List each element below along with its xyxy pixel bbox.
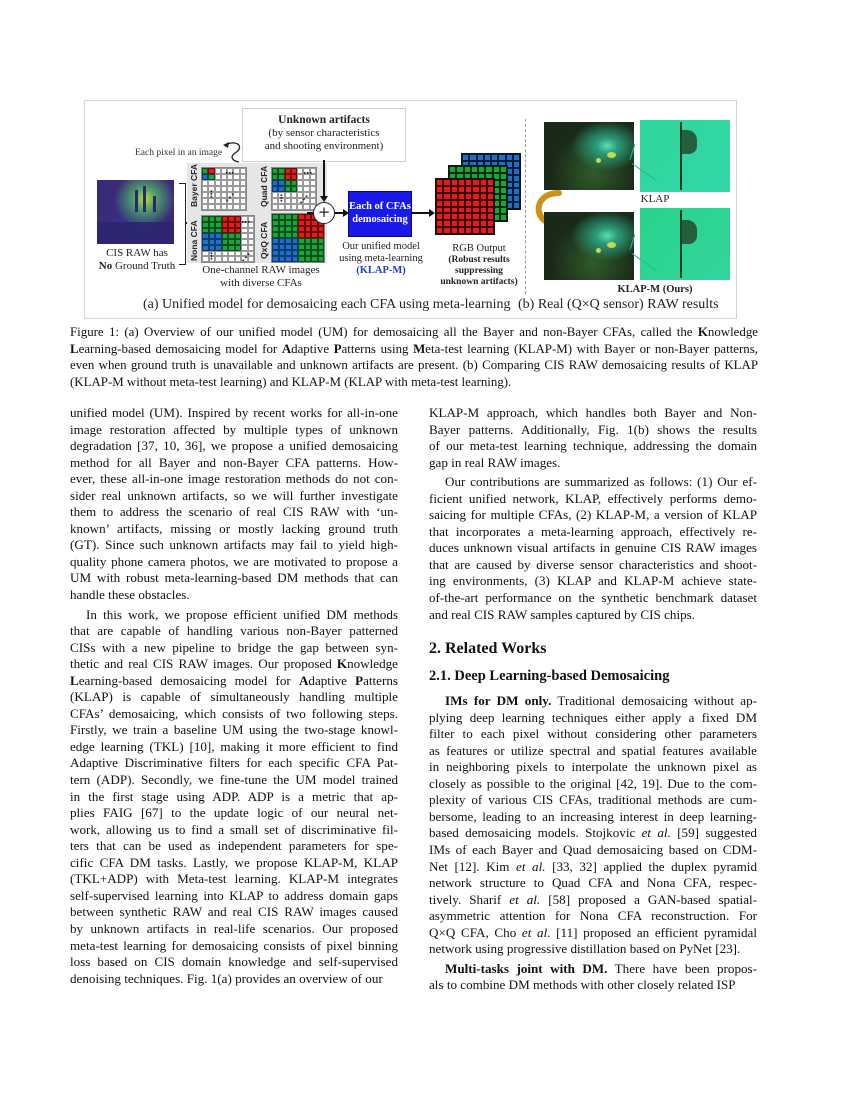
text-line: Our contributions are summarized as follows: (1) Our ef-: [445, 474, 757, 490]
text-line: IMs of each Bayer and Quad demosaicing based on CDM-: [429, 842, 757, 858]
cfa-panel: [187, 163, 327, 263]
dm-to-rgb-line: [411, 212, 431, 214]
text-line: by unknown artifacts in real-life scenarios. Our proposed: [70, 920, 398, 936]
text-line: work, allowing us to find a small set of discriminative fil-: [70, 821, 398, 837]
caption-emph: M: [413, 341, 426, 356]
caption-emph: P: [333, 341, 342, 356]
text-line: tern (ADP). Secondly, we fine-tune the UM model trained: [70, 772, 398, 788]
dm-box-line1: Each of CFAs: [349, 201, 411, 213]
text-line: CISs with a new pipeline to bridge the gap between syn-: [70, 639, 398, 655]
raw-caption-line1: CIS RAW has: [106, 247, 168, 259]
text-line: them to address the scenario of real CIS RAW with ‘un-: [70, 504, 398, 520]
text-line: (KLAP) is capable of simultaneously handling multiple: [70, 689, 398, 705]
text-line: IMs for DM only. Traditional demosaicing without ap-: [445, 693, 757, 709]
caption-emph: K: [697, 325, 708, 339]
klapm-model-name: (KLAP-M): [356, 265, 406, 277]
subcaption-a: (a) Unified model for demosaicing each CFA using meta-learning: [143, 297, 511, 312]
unknown-artifacts-title: Unknown artifacts: [278, 114, 370, 126]
text-line: ficient unified network, KLAP, effectively performs demo-: [429, 490, 757, 506]
rgb-output-stack: [435, 153, 525, 241]
cis-raw-image: [97, 180, 174, 244]
quad-cfa-label: Quad CFA: [259, 165, 269, 207]
text-line: that incorporates a meta-learning approach, effectively re-: [429, 523, 757, 539]
text-line: network using progressive distillation based on PyNet [23].: [429, 941, 741, 957]
nona-cfa-label: Nona CFA: [189, 220, 199, 261]
pixel-note: Each pixel in an image: [135, 148, 223, 158]
ellipsis-icon: ⋱: [242, 253, 252, 262]
caption-emph: A: [281, 341, 292, 356]
ellipsis-icon: ⋮: [207, 190, 216, 200]
ellipsis-icon: ⋯: [241, 218, 250, 228]
text-line: degradation [37, 10, 36], we propose a unified demosaicing: [70, 438, 398, 454]
caption-text: nowledge: [707, 325, 758, 339]
caption-emph: L: [70, 341, 79, 356]
text-line: based demosaicing models. Stojkovic et al. [59] suggested: [429, 825, 757, 841]
cfa-caption-line1: One-channel RAW images: [202, 264, 320, 276]
caption-text: earning-based demosaicing model for: [78, 341, 282, 356]
paragraph-multi-tasks: [429, 961, 757, 994]
text-line: gap in real RAW images.: [429, 454, 561, 470]
text-line: closely as possible to the original [42, 19]. Due to the com-: [429, 775, 757, 791]
dm-box-line2: demosaicing: [352, 214, 408, 225]
text-line: Learning-based demosaicing model for Adaptive Patterns: [70, 672, 398, 688]
ellipsis-icon: ⋮: [277, 194, 286, 204]
text-line: and real CIS RAW samples captured by CIS chips.: [429, 606, 695, 622]
bayer-cfa-grid: [201, 167, 247, 211]
text-line: ters that can be used as independent parameters for spe-: [70, 838, 398, 854]
section-heading: 2. Related Works: [429, 640, 547, 658]
paragraph-ims-for-dm: [429, 693, 757, 958]
text-line: of-the-art performance on the synthetic benchmark dataset: [429, 590, 757, 606]
demosaicing-box: [348, 191, 412, 237]
text-line: als to combine DM methods with other closely related ISP: [429, 977, 736, 993]
text-line: that are capable of handling various non-Bayer patterned: [70, 623, 398, 639]
text-line: Bayer patterns. Additionally, Fig. 1(b) shows the results: [429, 421, 757, 437]
subsection-heading: 2.1. Deep Learning-based Demosaicing: [429, 668, 670, 685]
text-line: bersome, leading to an increasing interest in deep learning-: [429, 808, 757, 824]
text-line: image restoration affected by multiple types of unknown: [70, 421, 398, 437]
text-line: In this work, we propose efficient unified DM methods: [86, 606, 398, 622]
artifact-arrow-line: [323, 160, 325, 200]
text-line: denoising techniques. Fig. 1(a) provides an overview of our: [70, 970, 383, 986]
text-line: of our meta-test learning technique, addressing the domain: [429, 438, 757, 454]
text-line: ever, these all-in-one image restoration methods do not con-: [70, 471, 398, 487]
rgb-caption-line1: RGB Output: [452, 243, 506, 254]
no-emphasis: No: [98, 259, 113, 272]
rgb-caption-line2: (Robust results: [448, 255, 510, 266]
text-line: plying deep learning techniques either apply a fixed DM: [429, 709, 757, 725]
ellipsis-icon: ⋮: [207, 252, 216, 262]
text-line: Adaptive Discriminative filters for each specific CFA Pat-: [70, 755, 398, 771]
figure-1: [84, 100, 737, 319]
curved-arrow-icon: [223, 141, 253, 163]
text-line: method for all Bayer and non-Bayer CFA patterns. How-: [70, 454, 398, 470]
qxq-cfa-label: QxQ CFA: [259, 221, 269, 259]
subcaption-b: (b) Real (Q×Q sensor) RAW results: [518, 297, 719, 312]
unknown-artifacts-box: [242, 108, 406, 162]
caption-text: Figure 1: (a) Overview of our unified model (UM) for demosaicing all the Bayer and non-Bayer CFAs, called the: [70, 325, 698, 339]
text-line: tively. Sharif et al. [58] proposed a GAN-based spatial-: [429, 891, 758, 907]
text-line: in the first stage using ADP. ADP is a metric that ap-: [70, 788, 398, 804]
text-line: Q×Q CFA, Cho et al. [11] proposed an efficient pyramidal: [429, 924, 757, 940]
klapm-label: KLAP-M (Ours): [617, 284, 693, 295]
text-line: (TKL+ADP) with Meta-test learning. KLAP-M integrates: [70, 871, 398, 887]
text-line: filter to each pixel without considering other parameters: [429, 726, 757, 742]
text-line: (GT). Since such unknown artifacts may fail to yield high-: [70, 537, 398, 553]
text-line: known’ artifacts, missing or mostly lacking ground truth: [70, 520, 398, 536]
text-line: KLAP-M approach, which handles both Bayer and Non-: [429, 405, 757, 420]
text-line: asymmetric attention for Nona CFA reconstruction. For: [429, 908, 757, 924]
caption-text: daptive: [291, 341, 334, 356]
klapm-result-image: [544, 212, 634, 280]
klap-result-image: [544, 122, 634, 190]
text-line: unified model (UM). Inspired by recent works for all-in-one: [70, 405, 398, 420]
bracket: [179, 183, 186, 265]
plus-circle-icon: +: [313, 202, 335, 224]
text-line: CFAs’ demosaicing, which consists of two following steps.: [70, 705, 398, 721]
text-line: duces unknown visual artifacts in genuine CIS RAW images: [429, 540, 757, 556]
raw-caption-line2: [89, 260, 185, 273]
right-column: [429, 405, 757, 994]
text-line: quality phone camera photos, we are motivated to propose a: [70, 553, 398, 569]
text-line: handle these obstacles.: [70, 587, 190, 603]
raw-caption: [89, 247, 185, 272]
left-column: [70, 405, 398, 987]
unknown-artifacts-line1: (by sensor characteristics: [268, 127, 380, 140]
text-line: Multi-tasks joint with DM. There have been propos-: [445, 960, 757, 976]
ellipsis-icon: ⋯: [225, 169, 234, 179]
text-line: UM with robust meta-learning-based DM methods that can: [70, 570, 398, 586]
caption-text: atterns using: [341, 341, 414, 356]
text-line: network structure to Quad CFA and Nona CFA, respec-: [429, 875, 757, 891]
rgb-caption-line4: unknown artifacts): [440, 276, 518, 287]
text-line: meta-test learning for demosaicing consists of pixel binning: [70, 937, 398, 953]
cfa-caption: [191, 264, 331, 289]
figure-caption: [70, 324, 758, 390]
text-line: between synthetic RAW and real CIS RAW images caused: [70, 904, 398, 920]
dm-caption-line1: Our unified model: [342, 241, 420, 252]
text-line: cific CFA DM tasks. Lastly, we propose KLAP-M, KLAP: [70, 854, 398, 870]
klap-label: KLAP: [640, 193, 670, 205]
text-line: thetic and real CIS RAW images. Our proposed Knowledge: [70, 656, 398, 672]
text-line: self-supervised learning into KLAP to address domain gaps: [70, 887, 398, 903]
red-channel-layer: [435, 178, 495, 235]
text-line: that are caused by diverse sensor characteristics and shoot-: [429, 556, 757, 572]
ellipsis-icon: ⋱: [226, 193, 236, 202]
raw-caption-rest: Ground Truth: [112, 259, 176, 272]
rgb-caption: [430, 243, 528, 288]
text-line: in neighboring pixels to interpolate the unknown pixel as: [429, 759, 757, 775]
text-line: as features or utilize spectral and spatial features available: [429, 742, 757, 758]
text-line: Net [12]. Kim et al. [33, 32] applied the duplex pyramid: [429, 858, 757, 874]
panel-divider: [525, 119, 526, 294]
text-line: plies FAIG [67] to the update logic of our neural net-: [70, 805, 398, 821]
text-line: Firstly, we train a baseline UM using the two-stage knowl-: [70, 722, 398, 738]
text-line: edge learning (TKL) [10], making it more efficient to find: [70, 738, 398, 754]
rgb-caption-line3: suppressing: [455, 265, 503, 276]
text-line: saicing for multiple CFAs, (2) KLAP-M, a version of KLAP: [429, 507, 757, 523]
dm-caption: [335, 241, 427, 277]
paragraph-this-work: [70, 607, 398, 988]
ellipsis-icon: ⋱: [300, 195, 310, 204]
caption-text: eta-test learning (KLAP-M) with Bayer or non-Bayer patterns, even when ground truth is unavailable and unknown artifacts are present. (b) Comparing CIS RAW demosaicing results of KLAP (KLAP-M without meta-test learning) and KLAP-M (KLAP with meta-test learning).: [70, 341, 758, 389]
bayer-cfa-label: Bayer CFA: [189, 164, 199, 207]
text-line: ing environments, (3) KLAP and KLAP-M achieve state-: [429, 573, 757, 589]
dm-caption-line2: using meta-learning: [339, 253, 423, 265]
paragraph-intro-continued: [70, 405, 398, 604]
paragraph-contributions: [429, 474, 757, 623]
klap-zoom-crop: [640, 120, 730, 192]
text-line: plexity of various CIS CFAs, traditional methods are cum-: [429, 792, 757, 808]
ellipsis-icon: ⋯: [303, 169, 312, 179]
paragraph-klapm-approach: [429, 405, 757, 471]
text-line: loss based on CIS domain knowledge and self-supervised: [70, 954, 398, 970]
text-line: sider real unknown artifacts, so we will further investigate: [70, 487, 398, 503]
cfa-caption-line2: with diverse CFAs: [220, 276, 302, 289]
unknown-artifacts-line2: and shooting environment): [264, 139, 384, 152]
